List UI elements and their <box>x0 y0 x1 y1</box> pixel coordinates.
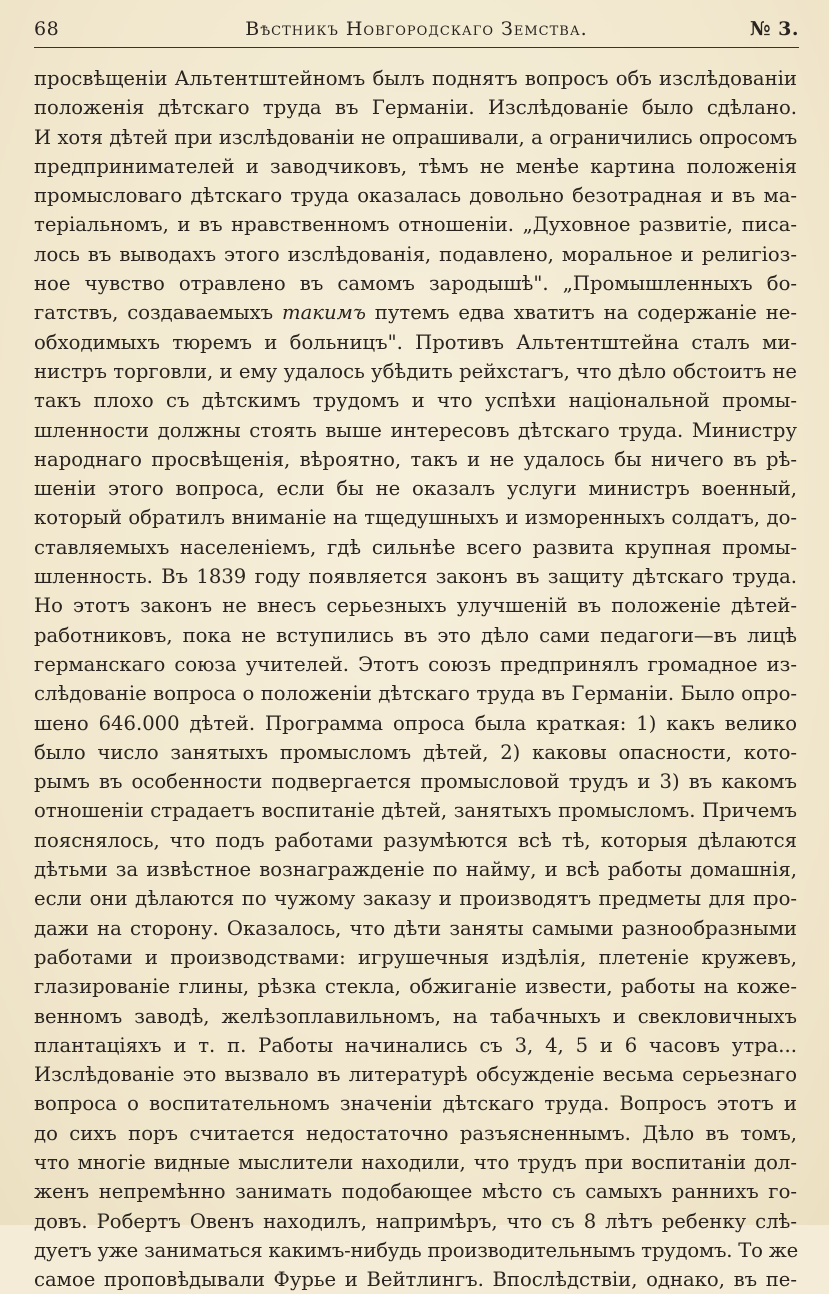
text-line: довъ. Робертъ Овенъ находилъ, напримѣръ, что съ 8 лѣтъ ребенку слѣ- <box>34 1209 797 1233</box>
text-line: шленность. Въ 1839 году появляется законъ въ защиту дѣтскаго труда. <box>34 565 797 589</box>
text-line-with-emphasis <box>34 298 797 327</box>
text-line: германскаго союза учителей. Этотъ союзъ предпринялъ громадное из- <box>34 652 797 676</box>
text-line: который обратилъ вниманіе на тщедушныхъ и изморенныхъ солдатъ, до- <box>34 506 797 530</box>
text-line: народнаго просвѣщенія, вѣроятно, такъ и не удалось бы ничего въ рѣ- <box>34 447 797 471</box>
text-line: вопроса о воспитательномъ значеніи дѣтскаго труда. Вопросъ этотъ и <box>34 1092 797 1116</box>
text-line: обходимыхъ тюремъ и больницъ". Противъ Альтентштейна сталъ ми- <box>34 330 797 354</box>
text-line: Изслѣдованіе это вызвало въ литературѣ обсужденіе весьма серьезнаго <box>34 1063 797 1087</box>
text-line: ное чувство отравлено въ самомъ зародышѣ". „Промышленныхъ бо- <box>34 272 797 296</box>
emphasized-word: такимъ <box>282 301 366 325</box>
text-line: нистръ торговли, и ему удалось убѣдить рейхстагъ, что дѣло обстоитъ не <box>34 359 797 383</box>
text-line: шленности должны стоять выше интересовъ дѣтскаго труда. Министру <box>34 418 797 442</box>
text-line: слѣдованіе вопроса о положеніи дѣтскаго труда въ Германіи. Было опро- <box>34 682 797 706</box>
text-line: дуетъ уже заниматься какимъ-нибудь производительнымъ трудомъ. То же <box>34 1238 799 1262</box>
text-line: ставляемыхъ населеніемъ, гдѣ сильнѣе всего развита крупная промы- <box>34 535 797 559</box>
header-rule <box>34 47 799 48</box>
article-body <box>34 64 797 1294</box>
text-line: такъ плохо съ дѣтскимъ трудомъ и что успѣхи національной промы- <box>34 389 797 413</box>
text-line: что многіе видные мыслители находили, что трудъ при воспитаніи дол- <box>34 1150 797 1174</box>
text-line: дажи на сторону. Оказалось, что дѣти заняты самыми разнообразными <box>34 916 797 940</box>
text-line: венномъ заводѣ, желѣзоплавильномъ, на табачныхъ и свекловичныхъ <box>34 1004 797 1028</box>
text-line: положенія дѣтскаго труда въ Германіи. Изслѣдованіе было сдѣлано. <box>34 96 797 120</box>
text-line: шено 646.000 дѣтей. Программа опроса была краткая: 1) какъ велико <box>34 711 797 735</box>
text-line: теріальномъ, и въ нравственномъ отношеніи. „Духовное развитіе, писа- <box>34 213 797 237</box>
journal-title: Вѣстникъ Новгородскаго Земства. <box>245 18 588 40</box>
text-fragment: гатствъ, создаваемыхъ <box>34 301 274 325</box>
text-line: отношеніи страдаетъ воспитаніе дѣтей, занятыхъ промысломъ. Причемъ <box>34 799 797 823</box>
text-line: промысловаго дѣтскаго труда оказалась довольно безотрадная и въ ма- <box>34 184 797 208</box>
issue-number: № 3. <box>749 18 799 40</box>
text-fragment: путемъ едва хватитъ на содержаніе не- <box>374 301 797 325</box>
text-line: плантаціяхъ и т. п. Работы начинались съ 3, 4, 5 и 6 часовъ утра... <box>34 1033 797 1057</box>
text-line: работниковъ, пока не вступились въ это дѣло сами педагоги—въ лицѣ <box>34 623 797 647</box>
text-line: самое проповѣдывали Фурье и Вейтлингъ. Впослѣдствіи, однако, въ пе- <box>34 1268 797 1292</box>
text-line: рымъ въ особенности подвергается промысловой трудъ и 3) въ какомъ <box>34 770 797 794</box>
text-line: глазированіе глины, рѣзка стекла, обжиганіе извести, работы на коже- <box>34 975 797 999</box>
text-line: женъ непремѣнно занимать подобающее мѣсто съ самыхъ раннихъ го- <box>34 1180 797 1204</box>
text-line: лось въ выводахъ этого изслѣдованія, подавлено, моральное и религіоз- <box>34 242 797 266</box>
text-line: до сихъ поръ считается недостаточно разъясненнымъ. Дѣло въ томъ, <box>34 1121 797 1145</box>
text-line: работами и производствами: игрушечныя издѣлія, плетеніе кружевъ, <box>34 945 797 969</box>
text-line: дѣтьми за извѣстное вознагражденіе по найму, и всѣ работы домашнія, <box>34 858 797 882</box>
text-line: шеніи этого вопроса, если бы не оказалъ услуги министръ военный, <box>34 477 797 501</box>
text-line: И хотя дѣтей при изслѣдованіи не опрашивали, а ограничились опросомъ <box>34 125 797 149</box>
text-line: пояснялось, что подъ работами разумѣются всѣ тѣ, которыя дѣлаются <box>34 828 797 852</box>
text-line: просвѣщеніи Альтентштейномъ былъ поднятъ вопросъ объ изслѣдованіи <box>34 67 797 90</box>
text-line: Но этотъ законъ не внесъ серьезныхъ улучшеній въ положеніе дѣтей- <box>34 594 797 618</box>
page-number: 68 <box>34 18 60 40</box>
text-line: было число занятыхъ промысломъ дѣтей, 2) каковы опасности, кото- <box>34 740 797 764</box>
text-line: предпринимателей и заводчиковъ, тѣмъ не менѣе картина положенія <box>34 154 797 178</box>
text-line: если они дѣлаются по чужому заказу и производятъ предметы для про- <box>34 887 797 911</box>
running-header <box>34 18 799 48</box>
